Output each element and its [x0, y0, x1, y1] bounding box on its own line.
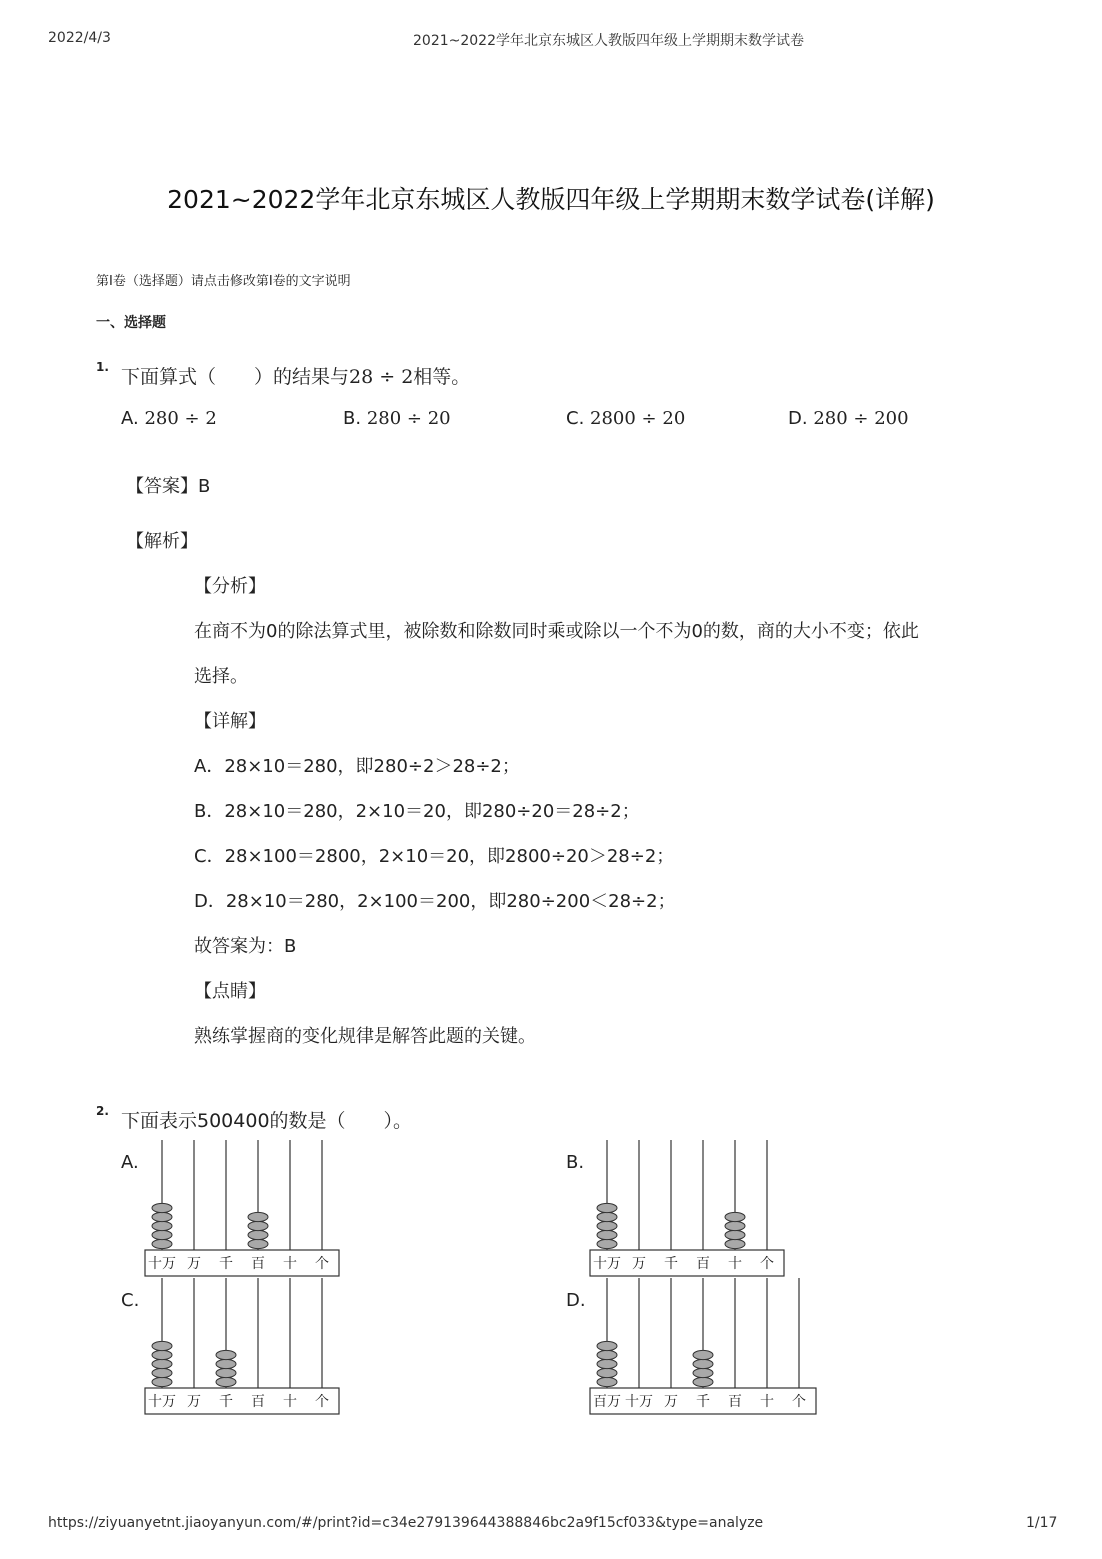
abacus-place-label: 百 — [251, 1394, 265, 1410]
q1-option-b[interactable] — [343, 408, 451, 429]
abacus-bead — [216, 1350, 236, 1359]
abacus-bead — [152, 1350, 172, 1359]
xiangjie-label: 【详解】 — [194, 711, 266, 732]
page-title: 2021~2022学年北京东城区人教版四年级上学期期末数学试卷(详解) — [167, 185, 935, 214]
abacus-option-d[interactable] — [585, 1274, 841, 1420]
abacus-place-label: 十万 — [148, 1256, 176, 1272]
option-label: C. — [566, 408, 585, 429]
footer-page-number: 1/17 — [1026, 1515, 1058, 1531]
answer-line — [126, 472, 210, 498]
abacus-bead — [216, 1359, 236, 1368]
abacus-bead — [216, 1368, 236, 1377]
abacus-bead — [216, 1377, 236, 1386]
abacus-bead — [152, 1359, 172, 1368]
abacus-bead — [152, 1230, 172, 1239]
abacus-bead — [152, 1341, 172, 1350]
step-b: B．28×10＝280，2×10＝20，即280÷20＝28÷2； — [194, 801, 640, 822]
abacus-bead — [693, 1377, 713, 1386]
option-label: A. — [121, 408, 139, 429]
q1-option-c[interactable] — [566, 408, 685, 429]
header-date: 2022/4/3 — [48, 30, 111, 46]
abacus-place-label: 万 — [632, 1256, 646, 1272]
abacus-bead — [152, 1221, 172, 1230]
conclusion: 故答案为：B — [194, 936, 297, 957]
abacus-bead — [725, 1230, 745, 1239]
abacus-bead — [248, 1230, 268, 1239]
abacus-option-a[interactable] — [140, 1136, 360, 1282]
abacus-place-label: 万 — [664, 1394, 678, 1410]
abacus-place-label: 十万 — [625, 1394, 653, 1410]
option-expr: 280 ÷ 2 — [144, 408, 217, 429]
abacus-bead — [725, 1239, 745, 1248]
header-doc-title: 2021~2022学年北京东城区人教版四年级上学期期末数学试卷 — [413, 33, 804, 49]
abacus-bead — [152, 1368, 172, 1377]
abacus-bead — [152, 1212, 172, 1221]
abacus-option-b[interactable] — [585, 1136, 805, 1282]
question-number-1: 1. — [96, 360, 109, 374]
abacus-bead — [597, 1221, 617, 1230]
abacus-bead — [693, 1368, 713, 1377]
abacus-place-label: 十万 — [593, 1256, 621, 1272]
abacus-bead — [152, 1239, 172, 1248]
option-expr: 280 ÷ 200 — [813, 408, 909, 429]
stem-text-end: 相等。 — [413, 366, 471, 388]
footer-url[interactable]: https://ziyuanyetnt.jiaoyanyun.com/#/print?id=c34e279139644388846bc2a9f15cf033&type=analyze — [48, 1515, 764, 1531]
abacus-place-label: 个 — [760, 1256, 774, 1272]
abacus-place-label: 十 — [283, 1256, 297, 1272]
abacus-place-label: 十万 — [148, 1394, 176, 1410]
abacus-place-label: 万 — [187, 1256, 201, 1272]
abacus-bead — [597, 1212, 617, 1221]
abacus-place-label: 百 — [251, 1256, 265, 1272]
abacus-bead — [693, 1350, 713, 1359]
abacus-bead — [248, 1212, 268, 1221]
abacus-bead — [597, 1239, 617, 1248]
option-expr: 280 ÷ 20 — [366, 408, 451, 429]
section-heading: 一、选择题 — [96, 315, 166, 331]
abacus-place-label: 千 — [219, 1256, 233, 1272]
abacus-place-label: 个 — [315, 1394, 329, 1410]
abacus-bead — [597, 1230, 617, 1239]
question-number-2: 2. — [96, 1104, 109, 1118]
abacus-bead — [725, 1212, 745, 1221]
part-note: 第Ⅰ卷（选择题）请点击修改第Ⅰ卷的文字说明 — [96, 274, 351, 289]
abacus-place-label: 十 — [728, 1256, 742, 1272]
abacus-bead — [152, 1377, 172, 1386]
option-label: B. — [343, 408, 362, 429]
stem-math: 28 ÷ 2 — [349, 366, 414, 388]
abacus-place-label: 十 — [283, 1394, 297, 1410]
step-a: A．28×10＝280，即280÷2＞28÷2； — [194, 756, 520, 777]
analysis-label: 【解析】 — [126, 531, 198, 552]
question-1-stem — [121, 362, 470, 389]
q2-option-b-label[interactable]: B. — [566, 1152, 585, 1173]
step-d: D．28×10＝280，2×100＝200，即280÷200＜28÷2； — [194, 891, 676, 912]
abacus-bead — [725, 1221, 745, 1230]
fenxi-line-1: 在商不为0的除法算式里，被除数和除数同时乘或除以一个不为0的数，商的大小不变；依此 — [194, 621, 919, 642]
abacus-place-label: 个 — [315, 1256, 329, 1272]
abacus-place-label: 十 — [760, 1394, 774, 1410]
dianjing-label: 【点睛】 — [194, 981, 266, 1002]
abacus-bead — [152, 1203, 172, 1212]
abacus-bead — [597, 1203, 617, 1212]
question-2-stem: 下面表示500400的数是（ ）。 — [121, 1110, 413, 1132]
abacus-bead — [597, 1359, 617, 1368]
q2-option-a-label[interactable]: A. — [121, 1152, 139, 1173]
abacus-place-label: 千 — [664, 1256, 678, 1272]
abacus-bead — [597, 1368, 617, 1377]
abacus-bead — [597, 1377, 617, 1386]
abacus-place-label: 个 — [792, 1394, 806, 1410]
q2-option-d-label[interactable]: D. — [566, 1290, 586, 1311]
abacus-bead — [248, 1239, 268, 1248]
abacus-place-label: 千 — [219, 1394, 233, 1410]
stem-text: 下面算式（ ）的结果与 — [121, 366, 350, 388]
step-c: C．28×100＝2800，2×10＝20，即2800÷20＞28÷2； — [194, 846, 675, 867]
abacus-place-label: 百 — [696, 1256, 710, 1272]
answer-label: 【答案】 — [126, 476, 198, 497]
dianjing-text: 熟练掌握商的变化规律是解答此题的关键。 — [194, 1026, 536, 1047]
fenxi-line-2: 选择。 — [194, 666, 248, 687]
q2-option-c-label[interactable]: C. — [121, 1290, 140, 1311]
answer-value: B — [198, 476, 211, 497]
abacus-bead — [693, 1359, 713, 1368]
option-expr: 2800 ÷ 20 — [590, 408, 686, 429]
abacus-bead — [248, 1221, 268, 1230]
abacus-place-label: 百 — [728, 1394, 742, 1410]
q1-option-a[interactable] — [121, 408, 217, 429]
abacus-bead — [597, 1350, 617, 1359]
q1-option-d[interactable] — [788, 408, 909, 429]
abacus-place-label: 万 — [187, 1394, 201, 1410]
option-label: D. — [788, 408, 808, 429]
abacus-place-label: 百万 — [593, 1394, 621, 1410]
abacus-bead — [597, 1341, 617, 1350]
abacus-option-c[interactable] — [140, 1274, 360, 1420]
abacus-place-label: 千 — [696, 1394, 710, 1410]
fenxi-label: 【分析】 — [194, 576, 266, 597]
